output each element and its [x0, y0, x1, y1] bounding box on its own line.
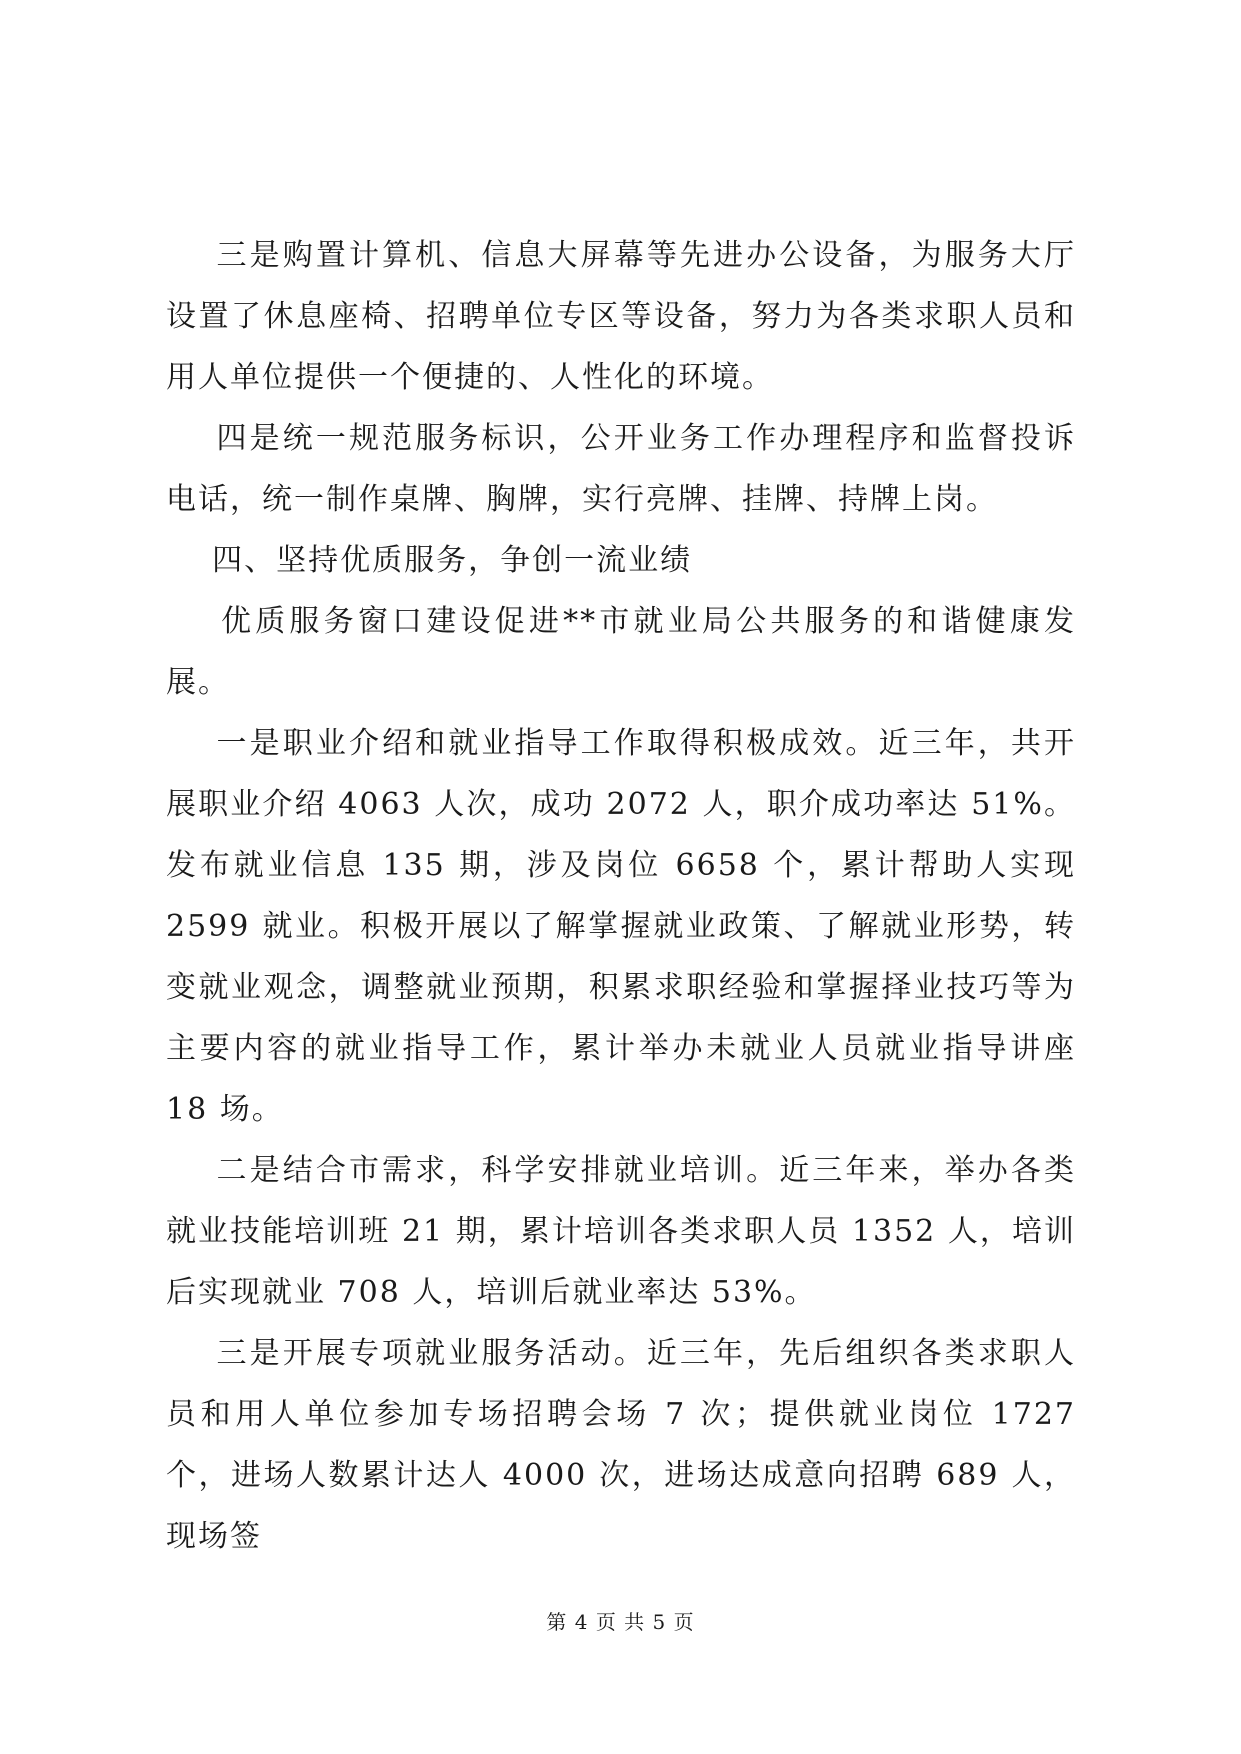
paragraph-3: 优质服务窗口建设促进**市就业局公共服务的和谐健康发展。 — [166, 604, 1076, 700]
paragraph-6: 三是开展专项就业服务活动。近三年，先后组织各类求职人员和用人单位参加专场招聘会场 7 次；提供就业岗位 1727 个，进场人数累计达人 4000 次，进场达成意向招聘 689 人，现场签 — [166, 1336, 1088, 1554]
page-footer — [0, 1606, 1241, 1635]
paragraph-2: 四是统一规范服务标识，公开业务工作办理程序和监督投诉电话，统一制作桌牌、胸牌，实行亮牌、挂牌、持牌上岗。 — [166, 421, 1076, 517]
section-heading: 四、坚持优质服务，争创一流业绩 — [166, 543, 693, 578]
document-body — [166, 225, 1088, 1567]
page-number-indicator: 第 4 页 共 5 页 — [546, 1610, 695, 1634]
paragraph-1: 三是购置计算机、信息大屏幕等先进办公设备，为服务大厅设置了休息座椅、招聘单位专区等设备，努力为各类求职人员和用人单位提供一个便捷的、人性化的环境。 — [166, 238, 1076, 395]
paragraph-5: 二是结合市需求，科学安排就业培训。近三年来，举办各类就业技能培训班 21 期，累计培训各类求职人员 1352 人，培训后实现就业 708 人，培训后就业率达 53%。 — [166, 1153, 1076, 1310]
paragraph-4: 一是职业介绍和就业指导工作取得积极成效。近三年，共开展职业介绍 4063 人次，成功 2072 人，职介成功率达 51%。发布就业信息 135 期，涉及岗位 6658 个，累计帮助人实现 2599 就业。积极开展以了解掌握就业政策、了解就业形势，转变就业观念，调整就业预期，积累求职经验和掌握择业技巧等为主要内容的就业指导工作，累计举办未就业人员就业指导讲座 18 场。 — [166, 726, 1088, 1127]
